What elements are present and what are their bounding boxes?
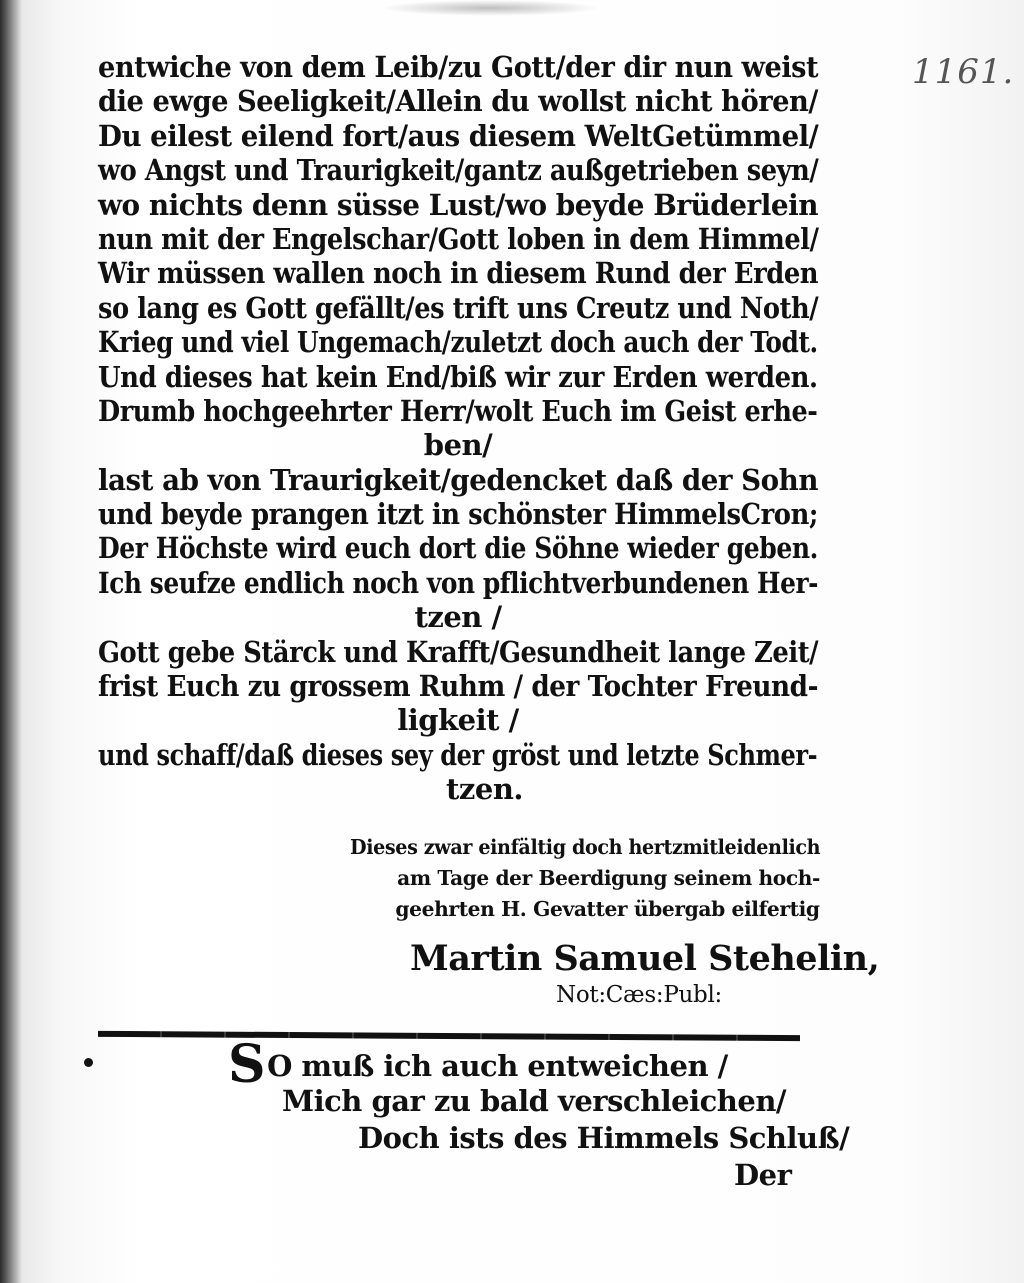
poem-line: Gott gebe Stärck und Krafft/Gesundheit lange Zeit/ xyxy=(98,634,819,669)
poem-line: tzen. xyxy=(446,772,523,807)
poem-line: die ewge Seeligkeit/Allein du wollst nicht hören/ xyxy=(98,84,818,119)
poem-line: frist Euch zu grossem Ruhm / der Tochter Freund- xyxy=(98,669,819,704)
poem-line: so lang es Gott gefällt/es trift uns Creutz und Noth/ xyxy=(98,290,819,325)
page-number: 1161. xyxy=(912,52,1015,92)
poem-line: Drumb hochgeehrter Herr/wolt Euch im Geist erhe- xyxy=(98,393,818,428)
drop-cap: S xyxy=(228,1034,266,1095)
poem-line: Wir müssen wallen noch in diesem Rund der Erden xyxy=(98,256,819,291)
section-divider-rule xyxy=(98,1031,800,1041)
poem-line: Du eilest eilend fort/aus diesem WeltGetümmel/ xyxy=(98,118,819,153)
stanza-line: Doch ists des Himmels Schluß/ xyxy=(358,1121,850,1155)
poem-line: Der Höchste wird euch dort die Söhne wieder geben. xyxy=(98,531,818,566)
poem-line: wo Angst und Traurigkeit/gantz außgetrieben seyn/ xyxy=(98,153,819,188)
dedication xyxy=(350,832,820,925)
poem-line: und beyde prangen itzt in schönster HimmelsCron; xyxy=(98,497,818,532)
poem-line: last ab von Traurigkeit/gedencket daß der Sohn xyxy=(98,462,818,497)
poem-line: Krieg und viel Ungemach/zuletzt doch auch der Todt. xyxy=(98,325,818,360)
stanza-line xyxy=(228,1034,808,1095)
poem-line: und schaff/daß dieses sey der gröst und letzte Schmer- xyxy=(98,737,818,772)
stanza-line: Mich gar zu bald verschleichen/ xyxy=(282,1084,787,1118)
author-title: Not:Cæs:Publ: xyxy=(556,982,722,1008)
poem-line: nun mit der Engelschar/Gott loben in dem Himmel/ xyxy=(98,221,819,256)
dedication-line: Dieses zwar einfältig doch hertzmitleidenlich xyxy=(350,835,821,859)
poem-line-continuation: ligkeit / xyxy=(397,703,519,738)
author-signature: Martin Samuel Stehelin, xyxy=(410,938,880,979)
next-poem-stanza xyxy=(228,1034,850,1194)
poem-line-continuation: ben/ xyxy=(423,428,493,463)
poem-line: wo nichts denn süsse Lust/wo beyde Brüderlein xyxy=(98,187,818,222)
poem-line: Und dieses hat kein End/biß wir zur Erden werden. xyxy=(98,359,818,394)
poem-line: entwiche von dem Leib/zu Gott/der dir nun weist xyxy=(98,50,819,84)
poem-body xyxy=(98,50,818,807)
catchword: Der xyxy=(734,1158,792,1192)
dedication-line: am Tage der Beerdigung seinem hoch- xyxy=(397,866,820,890)
dedication-line: geehrten H. Gevatter übergab eilfertig xyxy=(395,897,820,921)
page-shadow xyxy=(380,0,600,16)
stanza-line-text: O muß ich auch entweichen / xyxy=(267,1049,728,1083)
poem-line: Ich seufze endlich noch von pflichtverbundenen Her- xyxy=(98,565,819,600)
poem-line-continuation: tzen / xyxy=(414,600,502,635)
margin-dot xyxy=(84,1058,93,1067)
